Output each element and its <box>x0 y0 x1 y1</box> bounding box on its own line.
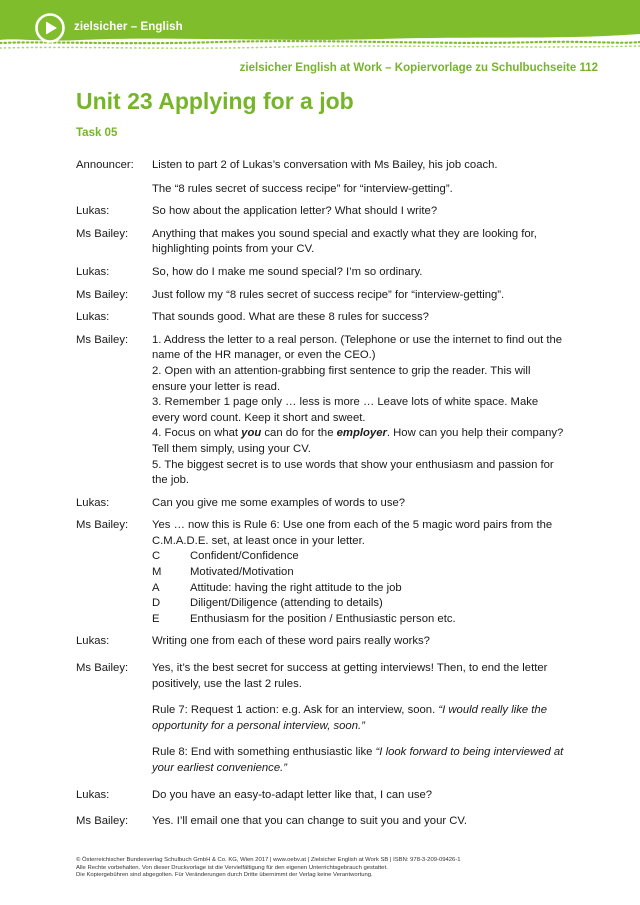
rule-8-text: Rule 8: End with something enthusiastic like <box>152 746 376 759</box>
list-item <box>152 549 566 565</box>
list-item <box>152 596 566 612</box>
dialogue-row <box>76 634 566 650</box>
speech-paragraph: Yes, it’s the best secret for success at getting interviews! Then, to end the letter positively, use the last 2 rules. <box>152 662 548 690</box>
footer-line: © Österreichischer Bundesverlag Schulbuch GmbH & Co. KG, Wien 2017 | www.oebv.at | Zielsicher English at Work SB | ISBN: 978-3-209-09426-1 <box>76 857 461 863</box>
rule-5: 5. The biggest secret is to use words that show your enthusiasm and passion for the job. <box>152 458 554 487</box>
dialogue <box>76 158 566 830</box>
speaker-label: Lukas: <box>76 205 110 218</box>
play-icon <box>34 12 66 44</box>
list-item <box>152 612 566 628</box>
dialogue-row <box>76 496 566 512</box>
dialogue-row <box>76 310 566 326</box>
rule-8 <box>152 745 566 776</box>
speaker-label: Ms Bailey: <box>76 519 129 532</box>
dialogue-row <box>76 661 566 777</box>
brand-name: zielsicher – English <box>74 21 183 33</box>
speaker-label: Lukas: <box>76 265 110 278</box>
dialogue-row <box>76 227 566 258</box>
speech-text: Anything that makes you sound special and exactly what they are looking for, highlighting points from your CV. <box>152 227 537 256</box>
speaker-label: Lukas: <box>76 311 110 324</box>
speaker-label: Ms Bailey: <box>76 288 129 301</box>
cmade-letter: D <box>152 597 161 610</box>
rule-7 <box>152 703 566 734</box>
speech-text: Just follow my “8 rules secret of success recipe” for “interview-getting”. <box>152 288 505 301</box>
dialogue-row <box>76 204 566 220</box>
dialogue-row <box>76 788 566 804</box>
speaker-label: Announcer: <box>76 159 134 171</box>
speech-text: Yes. I’ll email one that you can change to suit you and your CV. <box>152 815 468 828</box>
speech-text: Writing one from each of these word pairs really works? <box>152 635 430 648</box>
rules-list <box>152 333 566 489</box>
speaker-label: Ms Bailey: <box>76 227 129 240</box>
speaker-label: Ms Bailey: <box>76 333 129 346</box>
rule-7-text: Rule 7: Request 1 action: e.g. Ask for an interview, soon. <box>152 704 439 717</box>
speech-text <box>152 661 566 777</box>
speech-text <box>152 518 566 627</box>
speech-text: That sounds good. What are these 8 rules for success? <box>152 311 429 324</box>
page-title: Unit 23 Applying for a job <box>76 88 354 114</box>
cmade-word-pair: Attitude: having the right attitude to the job <box>190 581 402 594</box>
rule-4-text: . How can you help their company? Tell them simply, using your CV. <box>152 427 564 455</box>
list-item <box>152 581 566 597</box>
dialogue-row <box>76 288 566 304</box>
footer-line: Die Kopiergebühren sind abgegolten. Für Veränderungen durch Dritte übernimmt der Verlag keine Verantwortung. <box>76 872 373 879</box>
cmade-word-pair: Enthusiasm for the position / Enthusiastic person etc. <box>190 612 456 625</box>
dialogue-row <box>76 333 566 489</box>
speaker-label: Lukas: <box>76 635 110 648</box>
cmade-word-pair: Confident/Confidence <box>190 550 299 563</box>
speech-paragraph: Listen to part 2 of Lukas’s conversation with Ms Bailey, his job coach. <box>152 159 498 171</box>
cmade-letter: M <box>152 566 162 579</box>
page-reference: zielsicher English at Work – Kopiervorlage zu Schulbuchseite 112 <box>239 62 598 74</box>
cmade-list <box>152 549 566 627</box>
dialogue-row <box>76 265 566 281</box>
copyright-footer <box>76 857 616 880</box>
header-banner <box>0 0 640 54</box>
speech-text: Can you give me some examples of words to use? <box>152 496 406 509</box>
rule-4-emphasis: employer <box>336 427 387 440</box>
speech-paragraph: The “8 rules secret of success recipe” for “interview-getting”. <box>152 182 453 195</box>
rule-2: 2. Open with an attention-grabbing first sentence to grip the reader. This will ensure your letter is read. <box>152 364 531 393</box>
speaker-label: Lukas: <box>76 788 110 801</box>
rule-6-intro: Yes … now this is Rule 6: Use one from each of the 5 magic word pairs from the C.M.A.D.E. set, at least once in your letter. <box>152 519 553 547</box>
cmade-letter: E <box>152 612 160 625</box>
rule-3: 3. Remember 1 page only … less is more … Leave lots of white space. Make every word count. Keep it short and sweet. <box>152 396 539 424</box>
speaker-label: Ms Bailey: <box>76 815 129 828</box>
rule-8-quote: “I look forward to being interviewed at your earliest convenience.” <box>152 746 564 774</box>
speech-text <box>152 158 566 197</box>
speaker-label: Lukas: <box>76 496 110 509</box>
list-item <box>152 565 566 581</box>
rule-7-quote: “I would really like the opportunity for a personal interview, soon.” <box>152 704 547 732</box>
rule-4-text: can do for the <box>261 427 337 440</box>
speaker-label: Ms Bailey: <box>76 662 129 675</box>
footer-line: Alle Rechte vorbehalten. Von dieser Druckvorlage ist die Vervielfältigung für den eigenen Unterrichtsgebrauch gestattet. <box>76 864 388 871</box>
speech-text: So how about the application letter? What should I write? <box>152 205 438 218</box>
task-label: Task 05 <box>76 127 118 139</box>
rule-4-text: 4. Focus on what <box>152 427 242 440</box>
speech-text: Do you have an easy-to-adapt letter like that, I can use? <box>152 788 433 801</box>
cmade-word-pair: Motivated/Motivation <box>190 566 294 579</box>
dialogue-row <box>76 518 566 627</box>
cmade-letter: C <box>152 550 161 563</box>
dialogue-row <box>76 158 566 197</box>
speech-text: So, how do I make me sound special? I’m so ordinary. <box>152 265 423 278</box>
rule-4-emphasis: you <box>241 427 262 440</box>
cmade-word-pair: Diligent/Diligence (attending to details) <box>190 597 383 610</box>
dialogue-row <box>76 814 566 830</box>
cmade-letter: A <box>152 581 160 594</box>
rule-4 <box>152 426 566 457</box>
rule-1: 1. Address the letter to a real person. (Telephone or use the internet to find out the name of the HR manager, or even the CEO.) <box>152 333 563 362</box>
